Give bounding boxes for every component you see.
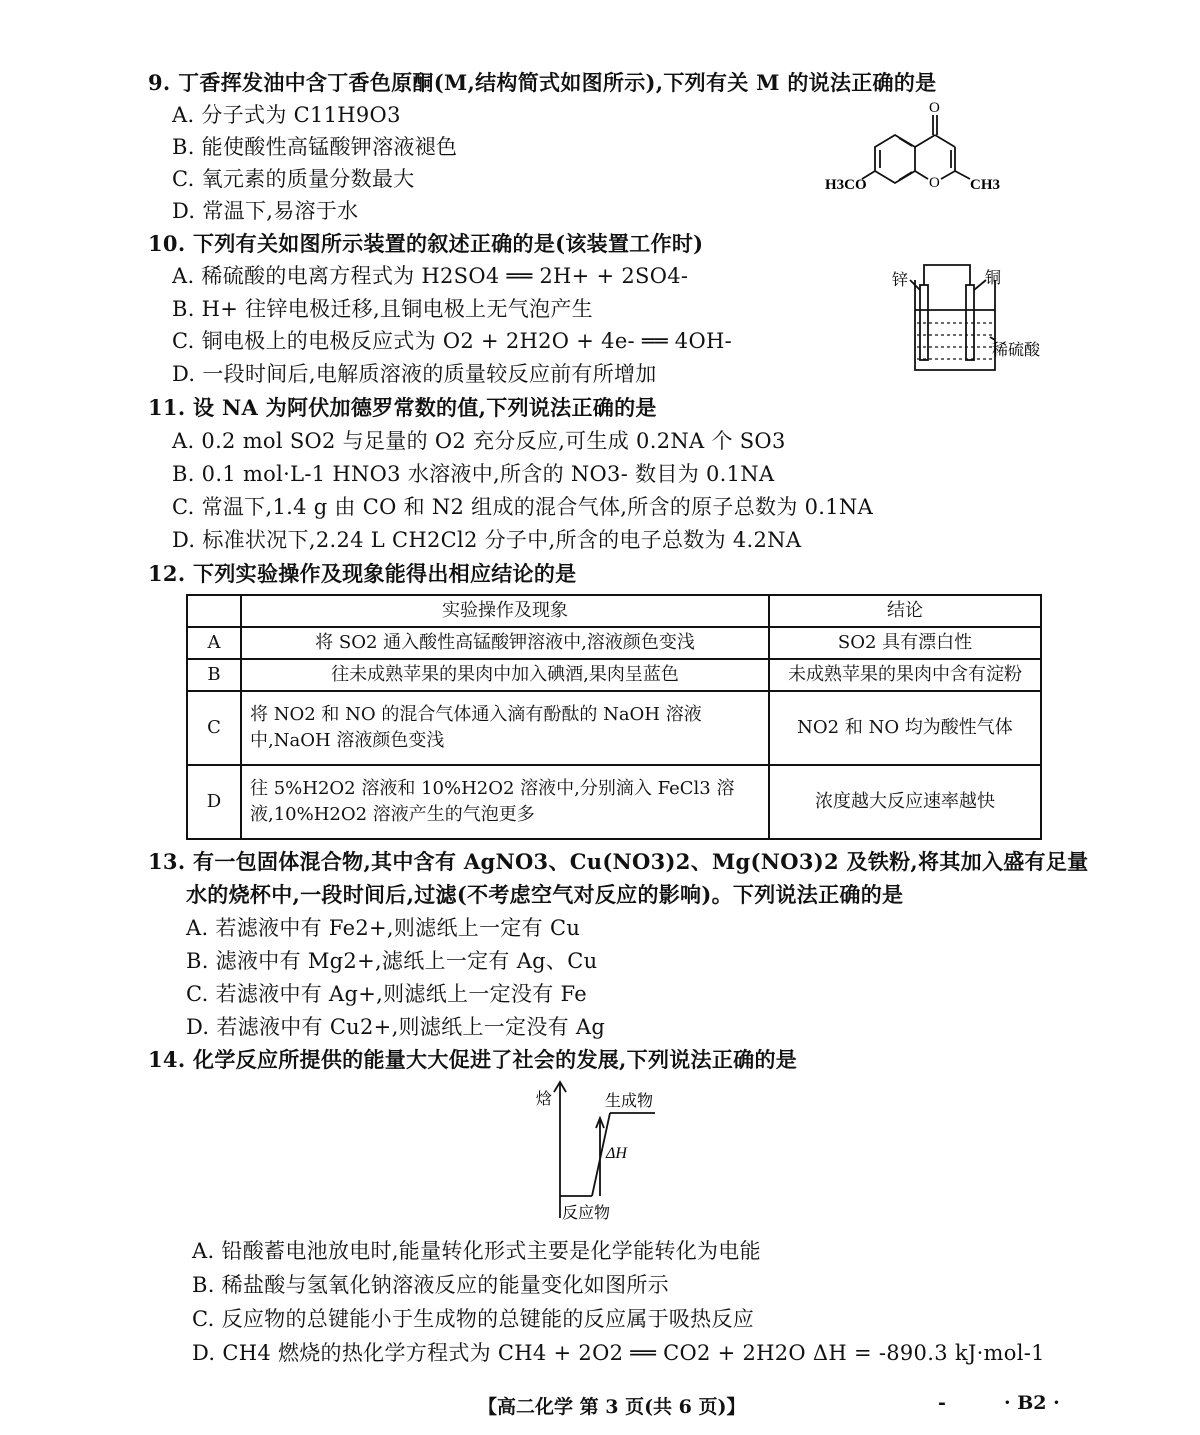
q11-stem: 11. 设 NA 为阿伏加德罗常数的值,下列说法正确的是: [148, 395, 657, 420]
row-operation: 往未成熟苹果的果肉中加入碘酒,果肉呈蓝色: [241, 659, 769, 691]
q10-option-c: C. 铜电极上的电极反应式为 O2 + 2H2O + 4e- ══ 4OH-: [172, 329, 732, 353]
page-footer-dash: -: [938, 1392, 946, 1414]
row-label: B: [187, 659, 241, 691]
q14-stem: 14. 化学反应所提供的能量大大促进了社会的发展,下列说法正确的是: [148, 1047, 798, 1072]
q12-experiment-table: [186, 594, 1042, 840]
q13-option-a: A. 若滤液中有 Fe2+,则滤纸上一定有 Cu: [186, 916, 581, 940]
q14-energy-diagram: [530, 1078, 690, 1228]
q10-figure-copper-label: 铜: [985, 270, 1002, 287]
row-label: D: [187, 765, 241, 839]
q10-galvanic-cell-figure: [890, 255, 1050, 380]
q13-option-d: D. 若滤液中有 Cu2+,则滤纸上一定没有 Ag: [186, 1015, 606, 1039]
q11-option-b: B. 0.1 mol·L-1 HNO3 水溶液中,所含的 NO3- 数目为 0.1NA: [172, 462, 775, 486]
q11-option-d: D. 标准状况下,2.24 L CH2Cl2 分子中,所含的电子总数为 4.2NA: [172, 528, 802, 552]
row-operation: 往 5%H2O2 溶液和 10%H2O2 溶液中,分别滴入 FeCl3 溶液,10%H2O2 溶液产生的气泡更多: [241, 765, 769, 839]
table-row: [187, 659, 1041, 691]
page-footer-center: 【高二化学 第 3 页(共 6 页)】: [478, 1396, 746, 1418]
row-label: A: [187, 627, 241, 659]
q10-option-d: D. 一段时间后,电解质溶液的质量较反应前有所增加: [172, 362, 657, 386]
row-conclusion: 未成熟苹果的果肉中含有淀粉: [769, 659, 1041, 691]
row-label: C: [187, 691, 241, 765]
q14-option-b: B. 稀盐酸与氢氧化钠溶液反应的能量变化如图所示: [192, 1273, 669, 1297]
q10-stem: 10. 下列有关如图所示装置的叙述正确的是(该装置工作时): [148, 231, 704, 256]
row-operation: 将 NO2 和 NO 的混合气体通入滴有酚酞的 NaOH 溶液中,NaOH 溶液颜色变浅: [241, 691, 769, 765]
q14-option-c: C. 反应物的总键能小于生成物的总键能的反应属于吸热反应: [192, 1307, 755, 1331]
q10-option-a: A. 稀硫酸的电离方程式为 H2SO4 ══ 2H+ + 2SO4-: [172, 264, 689, 288]
q10-figure-zinc-label: 锌: [892, 272, 909, 289]
row-conclusion: 浓度越大反应速率越快: [769, 765, 1041, 839]
q14-figure-reactant-label: 反应物: [562, 1205, 611, 1222]
q11-option-a: A. 0.2 mol SO2 与足量的 O2 充分反应,可生成 0.2NA 个 SO3: [172, 429, 786, 453]
q9-option-a: A. 分子式为 C11H9O3: [172, 103, 401, 127]
q14-figure-yaxis-label: 焓: [536, 1091, 553, 1108]
table-header-operation: 实验操作及现象: [241, 595, 769, 627]
table-row: [187, 627, 1041, 659]
q9-stem: 9. 丁香挥发油中含丁香色原酮(M,结构简式如图所示),下列有关 M 的说法正确的是: [148, 70, 937, 95]
table-row: [187, 691, 1041, 765]
q9-structure-figure: [820, 95, 1020, 205]
q12-stem: 12. 下列实验操作及现象能得出相应结论的是: [148, 561, 577, 586]
q13-option-c: C. 若滤液中有 Ag+,则滤纸上一定没有 Fe: [186, 982, 587, 1006]
row-conclusion: SO2 具有漂白性: [769, 627, 1041, 659]
q9-figure-right-label: CH3: [970, 177, 1000, 193]
q9-figure-oxygen-top: O: [929, 100, 940, 116]
q10-figure-acid-label: 稀硫酸: [992, 342, 1041, 359]
q14-figure-dh-label: ΔH: [606, 1145, 627, 1162]
q9-figure-left-label: H3CO: [825, 177, 867, 193]
q9-option-d: D. 常温下,易溶于水: [172, 199, 359, 223]
q10-option-b: B. H+ 往锌电极迁移,且铜电极上无气泡产生: [172, 297, 593, 321]
q13-option-b: B. 滤液中有 Mg2+,滤纸上一定有 Ag、Cu: [186, 949, 598, 973]
q9-option-c: C. 氧元素的质量分数最大: [172, 167, 415, 191]
q9-option-b: B. 能使酸性高锰酸钾溶液褪色: [172, 135, 458, 159]
table-header-row: [187, 595, 1041, 627]
q11-option-c: C. 常温下,1.4 g 由 CO 和 N2 组成的混合气体,所含的原子总数为 0.1NA: [172, 495, 874, 519]
row-conclusion: NO2 和 NO 均为酸性气体: [769, 691, 1041, 765]
table-row: [187, 765, 1041, 839]
q13-stem-line2: 水的烧杯中,一段时间后,过滤(不考虑空气对反应的影响)。下列说法正确的是: [186, 882, 904, 907]
q14-option-d: D. CH4 燃烧的热化学方程式为 CH4 + 2O2 ══ CO2 + 2H2O ΔH = -890.3 kJ·mol-1: [192, 1341, 1045, 1365]
q13-stem-line1: 13. 有一包固体混合物,其中含有 AgNO3、Cu(NO3)2、Mg(NO3)2 及铁粉,将其加入盛有足量: [148, 849, 1089, 874]
row-operation: 将 SO2 通入酸性高锰酸钾溶液中,溶液颜色变浅: [241, 627, 769, 659]
q14-figure-product-label: 生成物: [605, 1093, 654, 1110]
table-header-conclusion: 结论: [769, 595, 1041, 627]
page-footer-code: · B2 ·: [1004, 1392, 1060, 1414]
q9-figure-oxygen-ring: O: [929, 175, 940, 191]
q14-option-a: A. 铅酸蓄电池放电时,能量转化形式主要是化学能转化为电能: [192, 1239, 761, 1263]
table-header-blank: [187, 595, 241, 627]
